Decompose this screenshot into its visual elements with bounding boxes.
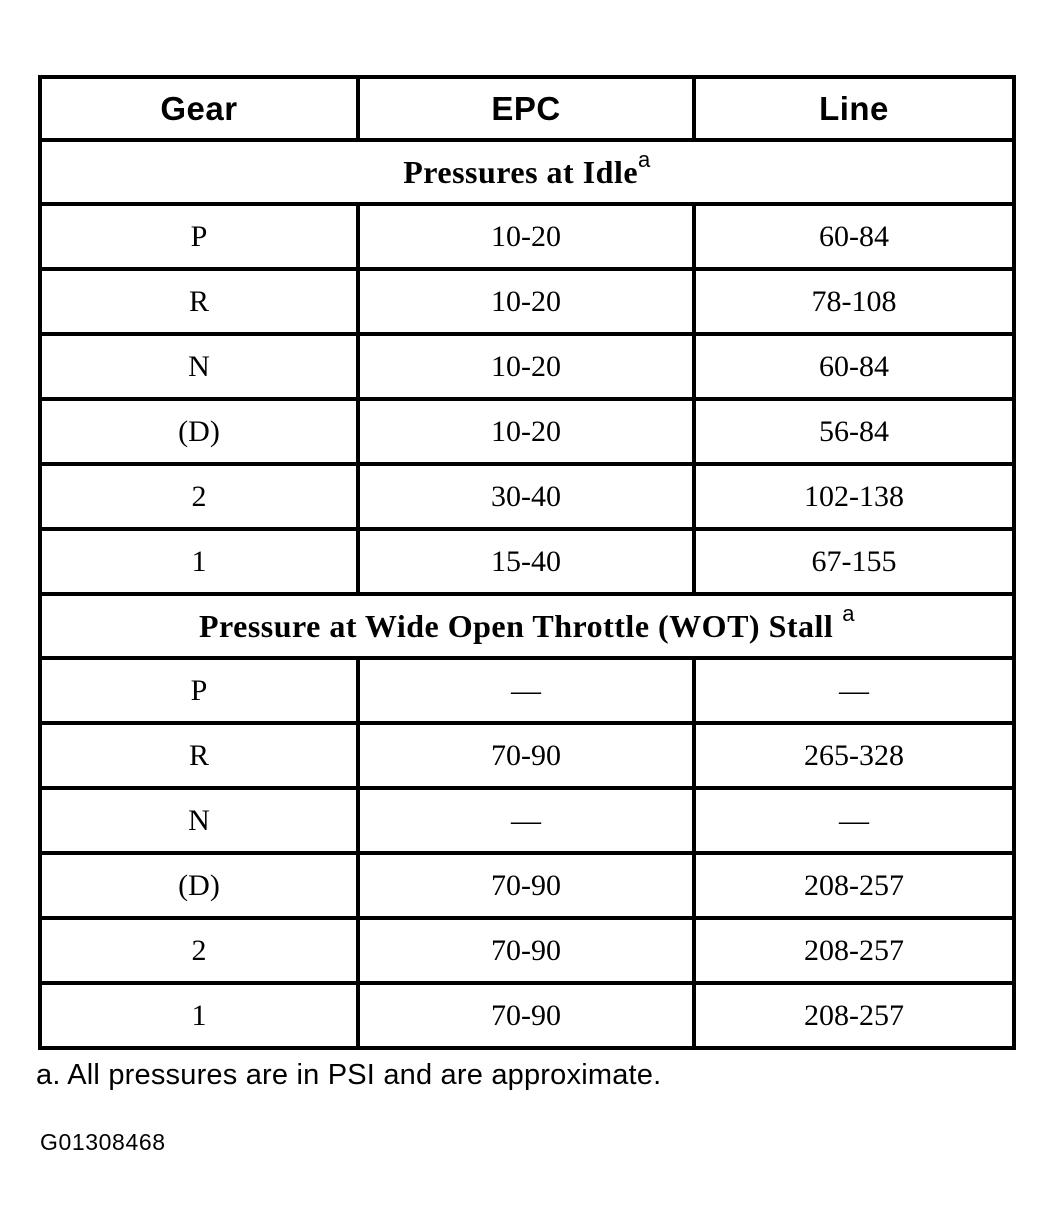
table-row <box>40 983 1014 1048</box>
epc-cell: 30-40 <box>358 464 694 529</box>
table-row <box>40 788 1014 853</box>
pressure-spec-table <box>38 75 1016 1050</box>
epc-cell: — <box>358 788 694 853</box>
table-row <box>40 918 1014 983</box>
footnote-marker: a <box>842 600 856 626</box>
footnote-marker: a <box>638 146 651 172</box>
gear-cell: 2 <box>40 918 358 983</box>
line-cell: 78-108 <box>694 269 1014 334</box>
epc-cell: — <box>358 658 694 723</box>
line-cell: — <box>694 788 1014 853</box>
line-cell: 102-138 <box>694 464 1014 529</box>
gear-cell: P <box>40 658 358 723</box>
line-cell: 56-84 <box>694 399 1014 464</box>
epc-cell: 10-20 <box>358 399 694 464</box>
table-row <box>40 853 1014 918</box>
line-cell: 60-84 <box>694 334 1014 399</box>
section-title-cell <box>40 140 1014 204</box>
figure-id: G01308468 <box>40 1129 166 1155</box>
gear-cell: (D) <box>40 399 358 464</box>
section-title: Pressures at Idle <box>403 153 639 190</box>
table-row <box>40 204 1014 269</box>
gear-cell: R <box>40 723 358 788</box>
gear-cell: 2 <box>40 464 358 529</box>
column-header-epc: EPC <box>358 77 694 140</box>
epc-cell: 70-90 <box>358 918 694 983</box>
epc-cell: 70-90 <box>358 983 694 1048</box>
column-header-line: Line <box>694 77 1014 140</box>
line-cell: 60-84 <box>694 204 1014 269</box>
gear-cell: 1 <box>40 529 358 594</box>
gear-cell: 1 <box>40 983 358 1048</box>
line-cell: 208-257 <box>694 983 1014 1048</box>
section-header-wot-stall <box>40 594 1014 658</box>
table-row <box>40 269 1014 334</box>
epc-cell: 10-20 <box>358 334 694 399</box>
line-cell: 208-257 <box>694 918 1014 983</box>
gear-cell: (D) <box>40 853 358 918</box>
table-row <box>40 464 1014 529</box>
gear-cell: R <box>40 269 358 334</box>
section-title-cell <box>40 594 1014 658</box>
table-row <box>40 529 1014 594</box>
line-cell: 208-257 <box>694 853 1014 918</box>
epc-cell: 10-20 <box>358 269 694 334</box>
section-title: Pressure at Wide Open Throttle (WOT) Stall <box>198 607 834 644</box>
epc-cell: 15-40 <box>358 529 694 594</box>
table-row <box>40 658 1014 723</box>
gear-cell: P <box>40 204 358 269</box>
section-header-idle <box>40 140 1014 204</box>
epc-cell: 70-90 <box>358 723 694 788</box>
epc-cell: 10-20 <box>358 204 694 269</box>
gear-cell: N <box>40 334 358 399</box>
table-row <box>40 334 1014 399</box>
table-row <box>40 723 1014 788</box>
epc-cell: 70-90 <box>358 853 694 918</box>
line-cell: 265-328 <box>694 723 1014 788</box>
table-row <box>40 399 1014 464</box>
line-cell: — <box>694 658 1014 723</box>
gear-cell: N <box>40 788 358 853</box>
table-footnote: a. All pressures are in PSI and are approximate. <box>36 1059 662 1091</box>
table-header-row <box>40 77 1014 140</box>
line-cell: 67-155 <box>694 529 1014 594</box>
column-header-gear: Gear <box>40 77 358 140</box>
